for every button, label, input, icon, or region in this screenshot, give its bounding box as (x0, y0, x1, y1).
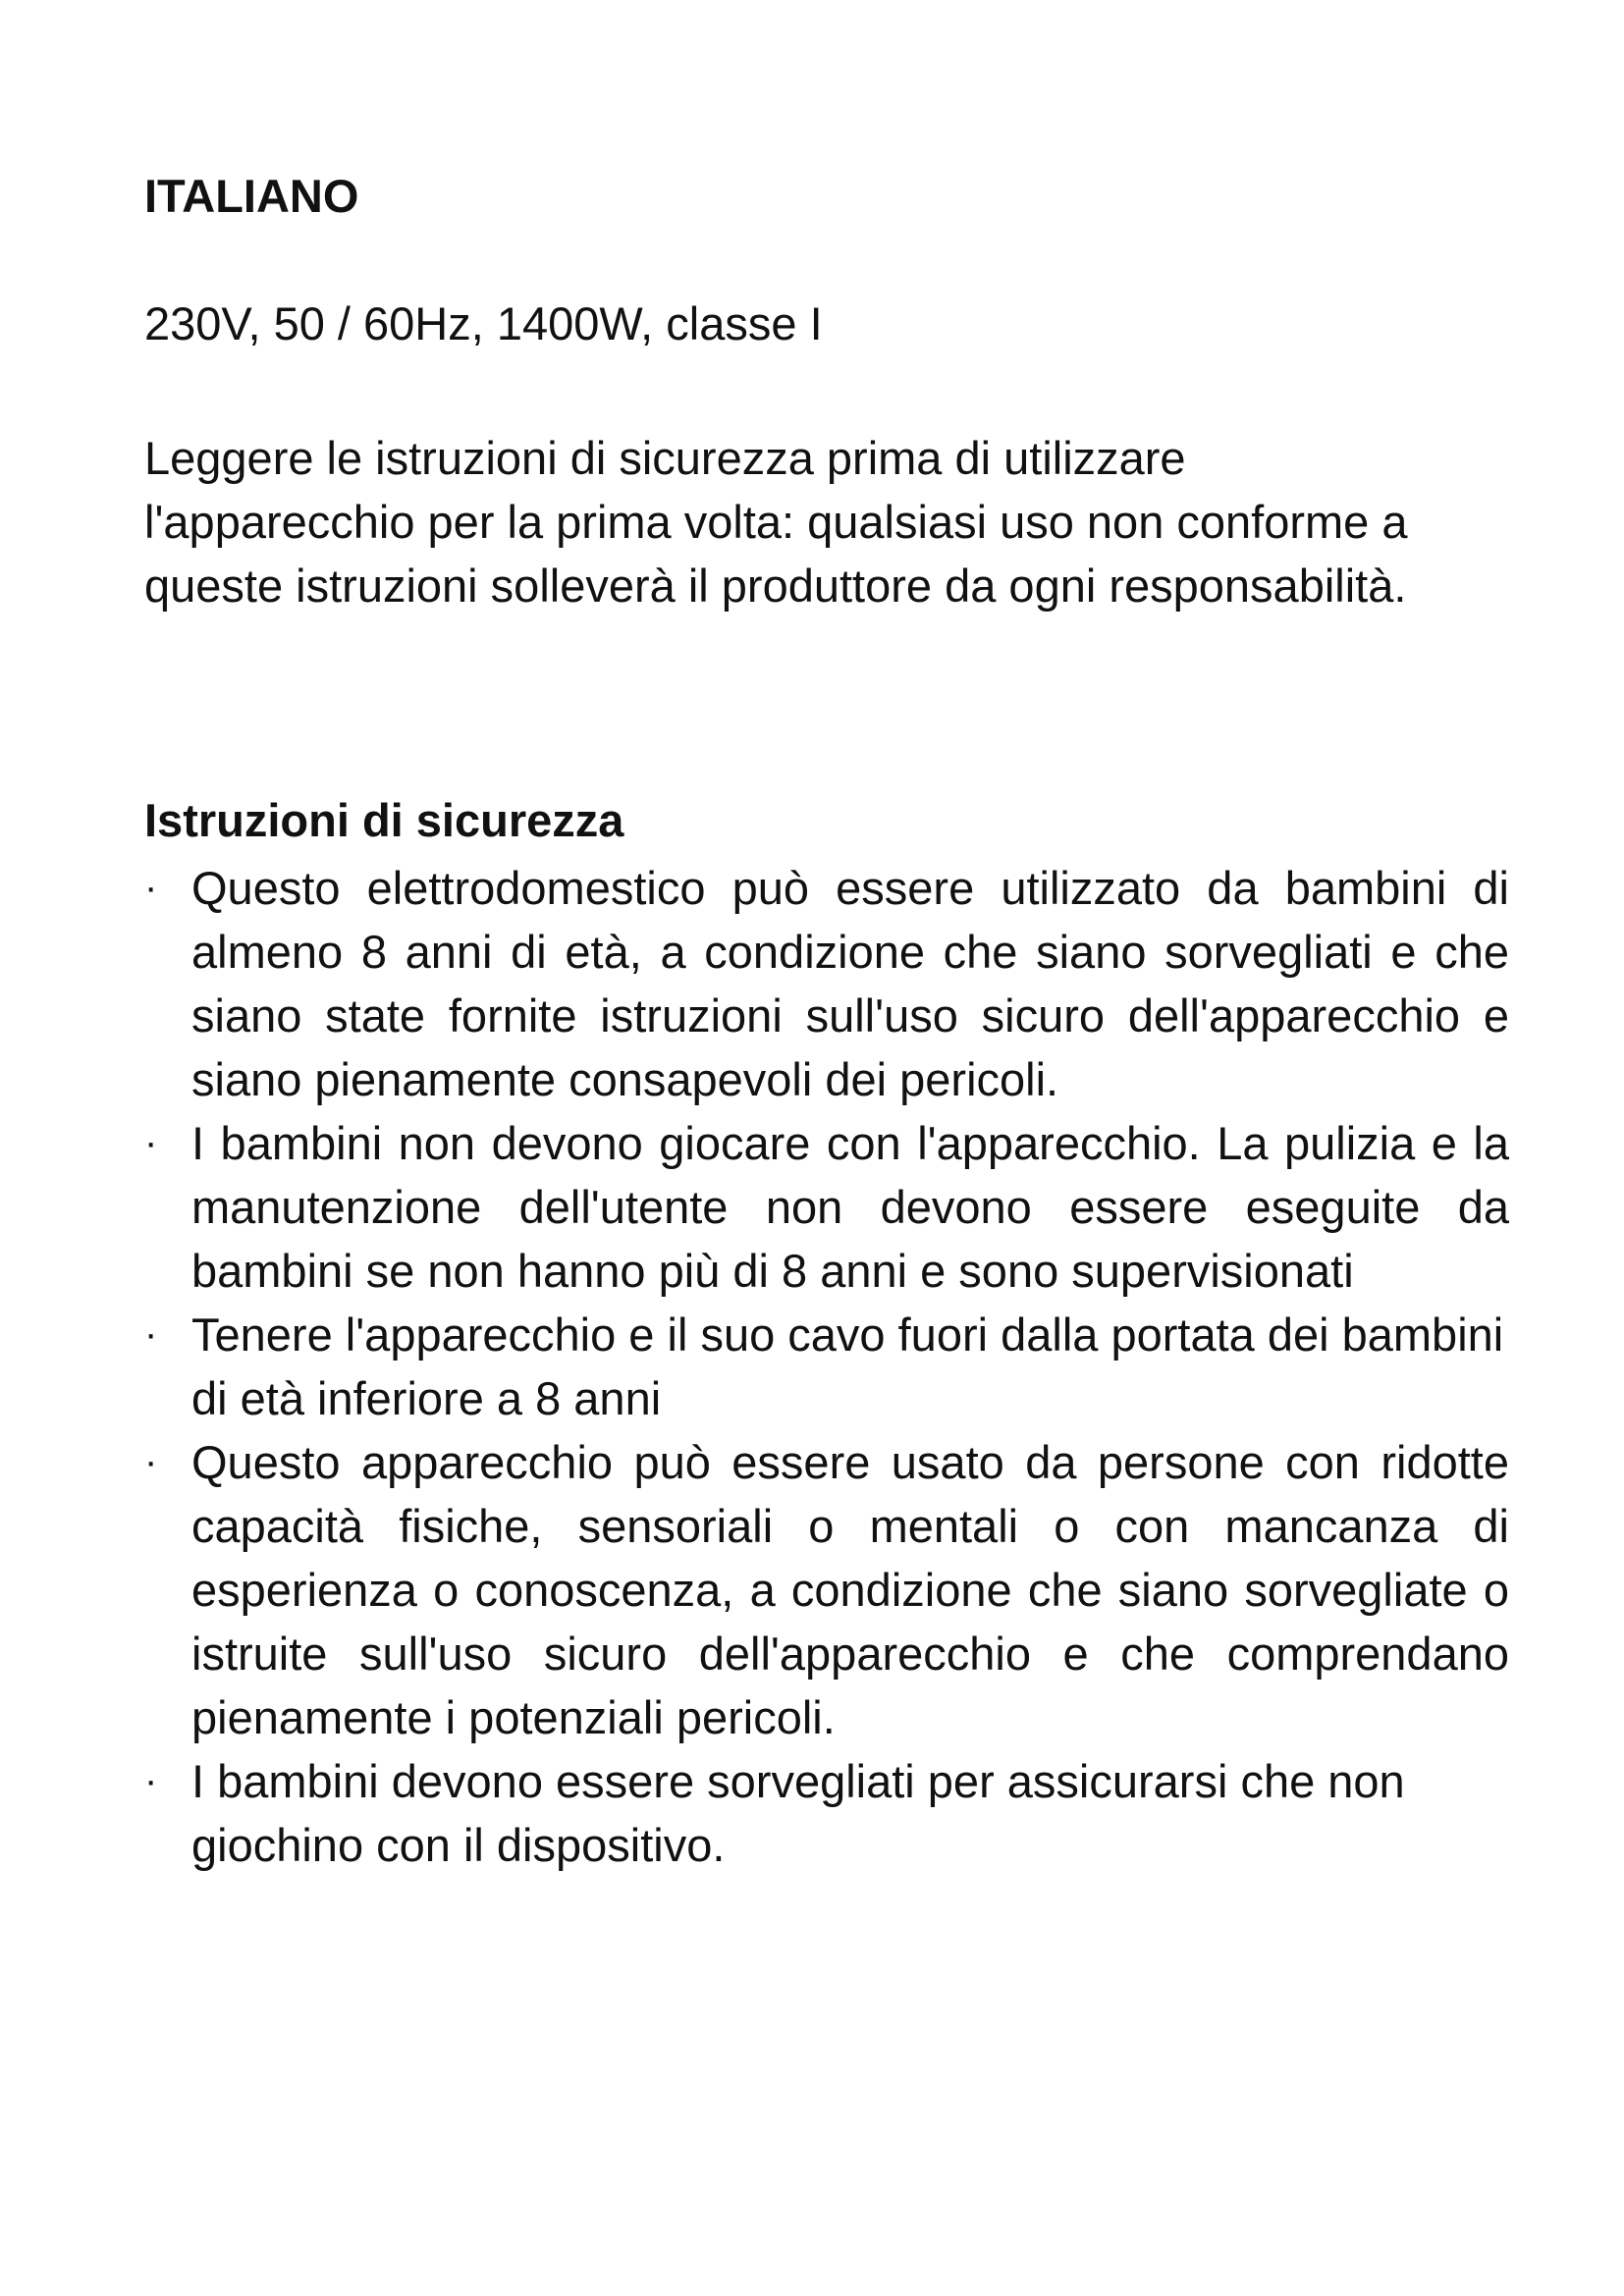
bullet-icon: · (144, 1440, 158, 1483)
bullet-icon: · (144, 1312, 158, 1356)
bullet-icon: · (144, 866, 158, 909)
list-item-text: Tenere l'apparecchio e il suo cavo fuori dalla portata dei bambini di età inferiore a 8 anni (191, 1308, 1504, 1424)
list-item (144, 1430, 1509, 1749)
list-item (144, 1303, 1509, 1430)
list-item-text: Questo elettrodomestico può essere utilizzato da bambini di almeno 8 anni di età, a condizione che siano sorvegliati e che siano state fornite istruzioni sull'uso sicuro dell'apparecchio e siano pienamente consapevoli dei pericoli. (191, 862, 1509, 1105)
list-item-text: I bambini devono essere sorvegliati per assicurarsi che non giochino con il dispositivo. (191, 1755, 1405, 1871)
list-item-text: I bambini non devono giocare con l'apparecchio. La pulizia e la manutenzione dell'utente non devono essere eseguite da bambini se non hanno più di 8 anni e sono supervisionati (191, 1117, 1509, 1297)
list-item (144, 856, 1509, 1111)
bullet-icon: · (144, 1759, 158, 1802)
electrical-specs: 230V, 50 / 60Hz, 1400W, classe I (144, 297, 823, 349)
language-heading: ITALIANO (144, 170, 359, 222)
intro-paragraph: Leggere le istruzioni di sicurezza prima di utilizzare l'apparecchio per la prima volta: qualsiasi uso non conforme a queste istruzioni solleverà il produttore da ogni responsabilità. (144, 432, 1408, 612)
list-item (144, 1111, 1509, 1303)
list-item (144, 1749, 1509, 1877)
list-item-text: Questo apparecchio può essere usato da persone con ridotte capacità fisiche, sensoriali o mentali o con mancanza di esperienza o conoscenza, a condizione che siano sorvegliate o istruite sull'uso sicuro dell'apparecchio e che comprendano pienamente i potenziali pericoli. (191, 1436, 1509, 1743)
safety-instructions-list (144, 856, 1509, 1877)
bullet-icon: · (144, 1121, 158, 1164)
section-heading: Istruzioni di sicurezza (144, 794, 624, 846)
